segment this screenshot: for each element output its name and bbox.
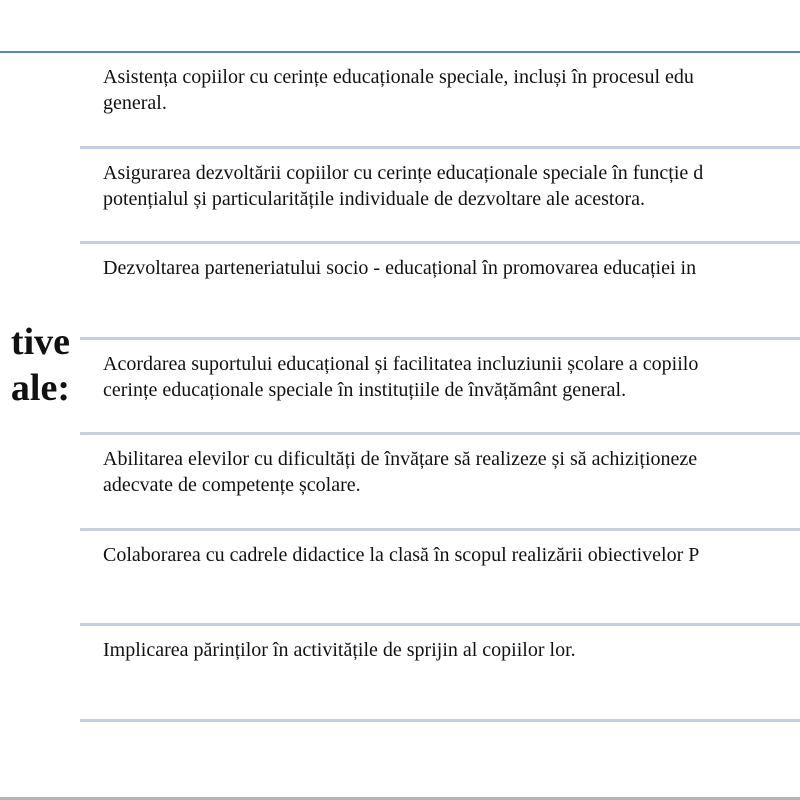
- objective-item: [80, 531, 800, 627]
- objective-line-1: Acordarea suportului educațional și facilitatea incluziunii școlare a copiilo: [103, 352, 699, 375]
- objective-line-1: Dezvoltarea parteneriatului socio - educațional în promovarea educației in: [103, 257, 697, 279]
- objective-text: [103, 160, 800, 212]
- section-heading-line-2: ale:: [10, 367, 70, 409]
- objective-line-2: general.: [103, 92, 167, 114]
- objective-line-2: cerințe educaționale speciale în instituțiile de învățământ general.: [103, 378, 627, 401]
- objective-text: [103, 637, 800, 663]
- objective-line-2: potențialul și particularitățile individuale de dezvoltare ale acestora.: [103, 187, 645, 210]
- objective-text: [103, 351, 800, 403]
- objective-text: [103, 446, 800, 498]
- objective-text: [103, 255, 800, 281]
- objective-item: [80, 149, 800, 245]
- objective-item: [80, 435, 800, 531]
- objective-text: [103, 64, 800, 116]
- objective-line-2: adecvate de competențe școlare.: [103, 474, 361, 496]
- objective-item: [80, 340, 800, 436]
- objective-line-1: Implicarea părinților în activitățile de sprijin al copiilor lor.: [103, 639, 576, 661]
- objective-line-1: Colaborarea cu cadrele didactice la clasă în scopul realizării obiectivelor P: [103, 543, 700, 566]
- objective-text: [103, 542, 800, 568]
- section-heading-line-1: tive: [10, 321, 70, 363]
- objective-line-1: Asistența copiilor cu cerințe educaționale speciale, incluși în procesul edu: [103, 66, 694, 88]
- objective-item: [80, 626, 800, 722]
- objective-line-1: Asigurarea dezvoltării copiilor cu cerințe educaționale speciale în funcție d: [103, 161, 704, 184]
- section-heading: [0, 319, 70, 411]
- objectives-list: [80, 53, 800, 722]
- objective-item: [80, 53, 800, 149]
- objective-item: [80, 244, 800, 340]
- objective-line-1: Abilitarea elevilor cu dificultăți de învățare să realizeze și să achiziționeze: [103, 448, 698, 470]
